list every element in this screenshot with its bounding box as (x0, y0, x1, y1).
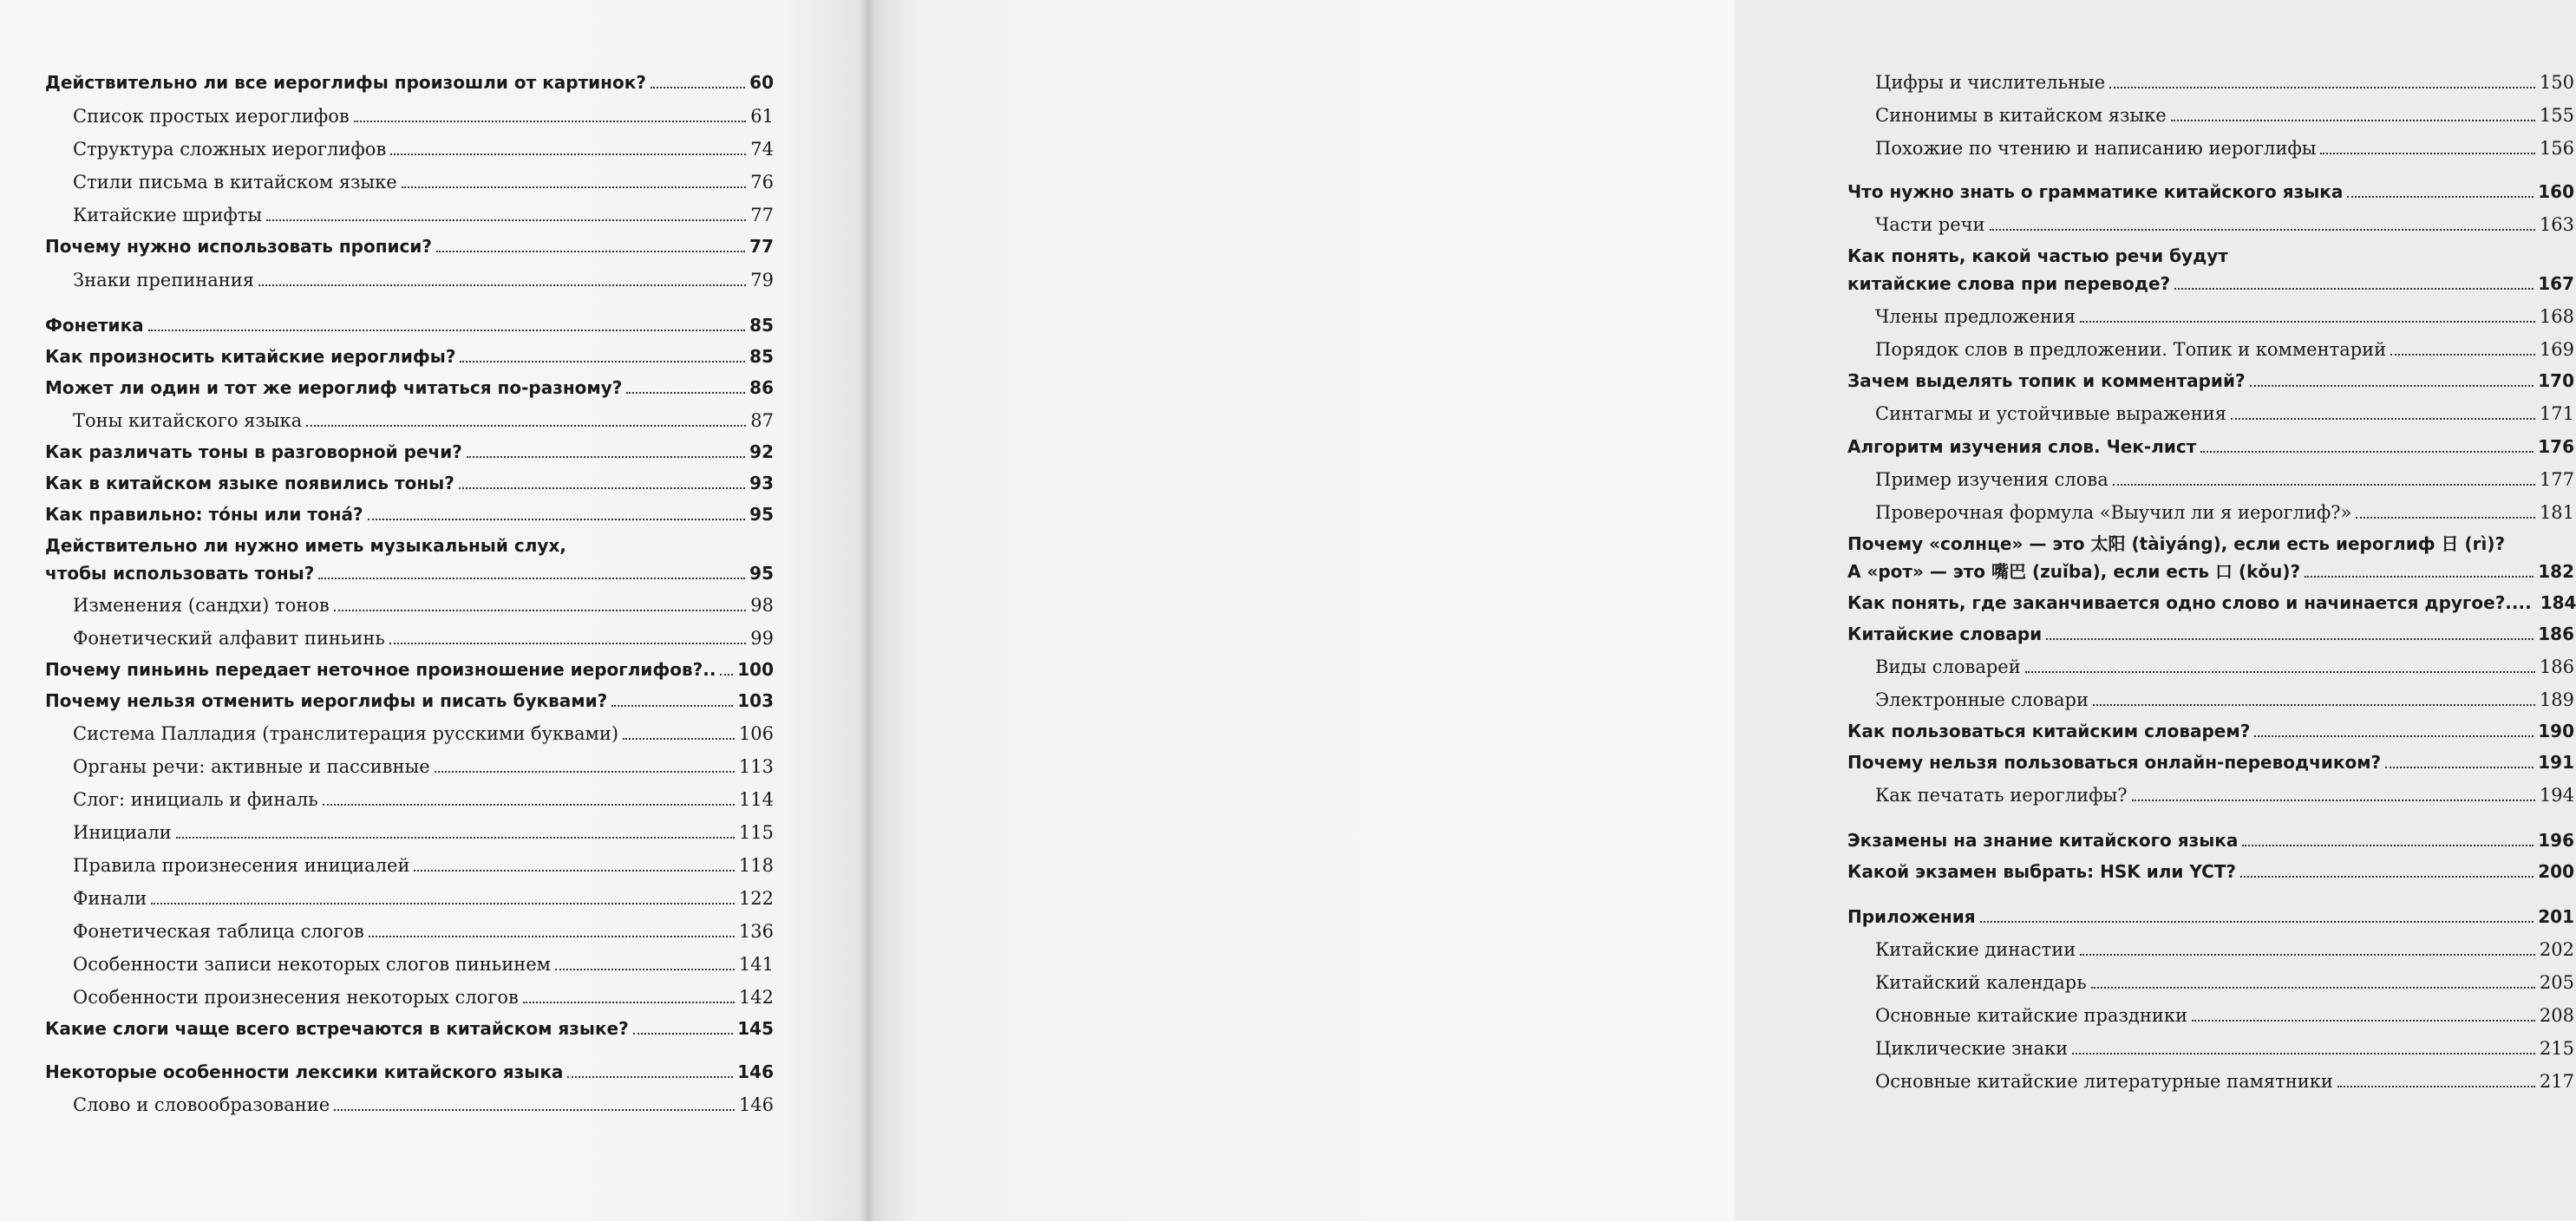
toc-entry-title: Система Палладия (транслитерация русскими буквами) (73, 723, 619, 744)
toc-section-entry[interactable] (45, 625, 774, 651)
toc-entry-title: Правила произнесения инициалей (73, 855, 410, 876)
toc-leader-dots (334, 610, 747, 611)
toc-leader-dots (1980, 921, 2534, 923)
toc-entry-title: Как правильно: то́ны или тона́? (45, 504, 363, 525)
toc-entry-title: Члены предложения (1875, 306, 2076, 327)
toc-page-number: 145 (737, 1018, 774, 1039)
toc-entry-title: Почему пиньинь передает неточное произношение иероглифов?.. (45, 659, 716, 680)
toc-leader-dots (323, 804, 735, 806)
toc-chapter-entry[interactable] (45, 656, 774, 682)
toc-entry-title: Приложения (1847, 906, 1976, 927)
toc-page-number: 194 (2539, 785, 2574, 806)
toc-section-entry[interactable] (1847, 401, 2574, 427)
toc-leader-dots (318, 578, 745, 579)
toc-leader-dots (2132, 800, 2535, 801)
toc-chapter-entry[interactable] (45, 501, 774, 527)
toc-entry-title: Какой экзамен выбрать: HSK или YCT? (1847, 861, 2237, 882)
toc-leader-dots (2347, 196, 2534, 198)
toc-page-number: 168 (2539, 306, 2574, 327)
toc-entry-title: Органы речи: активные и пассивные (73, 756, 430, 777)
toc-page-number: 181 (2539, 502, 2574, 523)
toc-page-number: 79 (750, 270, 774, 291)
toc-entry-title: Действительно ли все иероглифы произошли от картинок? (45, 72, 646, 93)
toc-entry-title: Почему нужно использовать прописи? (45, 236, 433, 257)
toc-page-number: 167 (2538, 273, 2574, 294)
toc-entry-title: Синтагмы и устойчивые выражения (1875, 403, 2226, 424)
toc-chapter-entry[interactable] (1847, 368, 2574, 394)
toc-leader-dots (633, 1033, 734, 1035)
toc-leader-dots (390, 153, 746, 155)
toc-page-number: 196 (2538, 830, 2574, 851)
toc-leader-dots (467, 456, 745, 458)
toc-section-entry[interactable] (1847, 336, 2574, 362)
toc-leader-dots (2320, 153, 2534, 154)
toc-leader-dots (2192, 1020, 2535, 1022)
toc-entry-title: Электронные словари (1875, 689, 2089, 710)
toc-entry-title: Как пользоваться китайским словарем? (1847, 721, 2251, 741)
toc-leader-dots (460, 361, 745, 362)
toc-section-entry[interactable] (45, 951, 774, 977)
toc-section-entry[interactable] (1847, 970, 2574, 996)
toc-entry-title: Может ли один и тот же иероглиф читаться по-разному? (45, 377, 623, 398)
toc-page-number: 217 (2539, 1071, 2574, 1092)
toc-section-entry[interactable] (1847, 1035, 2574, 1061)
toc-leader-dots (2113, 484, 2535, 486)
toc-entry-title: Похожие по чтению и написанию иероглифы (1875, 138, 2317, 159)
toc-entry-title: Особенности произнесения некоторых слогов (73, 987, 519, 1008)
toc-section-entry[interactable] (1847, 1068, 2574, 1094)
toc-entry-title: Некоторые особенности лексики китайского языка (45, 1061, 564, 1082)
toc-entry-title: Что нужно знать о грамматике китайского языка (1847, 181, 2344, 202)
toc-chapter-entry[interactable] (1847, 434, 2574, 460)
toc-leader-dots (266, 219, 746, 221)
toc-chapter-entry[interactable] (1847, 749, 2574, 775)
toc-leader-dots (389, 643, 747, 644)
toc-section-entry[interactable] (45, 787, 774, 813)
toc-section-entry[interactable] (45, 984, 774, 1010)
toc-section-entry[interactable] (1847, 1002, 2574, 1028)
toc-entry-title: Основные китайские литературные памятники (1875, 1071, 2333, 1092)
toc-page-number: 87 (750, 410, 774, 431)
toc-right-column (1847, 69, 2574, 1094)
toc-chapter-entry[interactable] (45, 69, 774, 95)
toc-chapter-entry[interactable] (1847, 590, 2574, 616)
toc-leader-dots (2072, 1053, 2535, 1054)
toc-entry-title: Части речи (1875, 214, 1985, 235)
toc-chapter-entry[interactable] (45, 688, 774, 714)
toc-page-number: 76 (750, 172, 774, 193)
toc-page-number: 118 (738, 855, 774, 876)
toc-leader-dots (148, 330, 746, 331)
toc-section-entry[interactable] (1847, 467, 2574, 493)
left-page (0, 0, 867, 1221)
toc-leader-dots (306, 425, 746, 427)
toc-entry-title: чтобы использовать тоны? (45, 563, 315, 584)
toc-chapter-entry[interactable] (1847, 558, 2574, 584)
toc-section-entry[interactable] (45, 1092, 774, 1118)
toc-page-number: 177 (2539, 469, 2574, 490)
toc-chapter-entry[interactable] (45, 343, 774, 369)
toc-page-number: 136 (738, 921, 774, 942)
toc-leader-dots (354, 121, 747, 122)
toc-leader-dots (2390, 354, 2535, 356)
toc-page-number: 99 (750, 628, 774, 649)
toc-page-number: 156 (2539, 138, 2574, 159)
toc-section-entry[interactable] (45, 136, 774, 162)
toc-page-number: 60 (749, 72, 774, 93)
toc-entry-title: Какие слоги чаще всего встречаются в китайском языке? (45, 1018, 629, 1039)
toc-page-number: 201 (2538, 906, 2574, 927)
toc-section-entry[interactable] (45, 267, 774, 293)
toc-entry-title: Китайские словари (1847, 624, 2043, 644)
toc-section-entry[interactable] (45, 169, 774, 195)
toc-leader-dots (1990, 229, 2535, 231)
toc-section-entry[interactable] (45, 918, 774, 944)
toc-page-number: 215 (2539, 1038, 2574, 1059)
toc-page-number: 142 (738, 987, 774, 1008)
toc-entry-title: Как в китайском языке появились тоны? (45, 473, 454, 493)
toc-page-number: 171 (2539, 403, 2574, 424)
toc-page-number: 170 (2538, 370, 2574, 391)
toc-section-entry[interactable] (1847, 135, 2574, 161)
toc-entry-title: Фонетика (45, 315, 144, 336)
toc-leader-dots (626, 392, 745, 394)
toc-page-number: 77 (750, 205, 774, 225)
toc-page-number: 169 (2539, 339, 2574, 360)
toc-leader-dots (2171, 120, 2535, 121)
toc-leader-dots (2200, 451, 2534, 453)
toc-chapter-entry[interactable] (45, 1015, 774, 1041)
toc-leader-dots (2242, 845, 2534, 846)
toc-chapter-entry[interactable] (1847, 621, 2574, 647)
toc-page-number: 114 (738, 789, 774, 810)
toc-entry-title-line[interactable]: Как понять, какой частью речи будут (1847, 245, 2228, 266)
toc-section-entry[interactable] (45, 592, 774, 618)
toc-chapter-entry[interactable] (45, 312, 774, 338)
toc-entry-title: Как печатать иероглифы? (1875, 785, 2128, 806)
toc-chapter-entry[interactable] (1847, 271, 2574, 297)
toc-chapter-entry[interactable] (1847, 904, 2574, 930)
toc-section-entry[interactable] (45, 721, 774, 747)
toc-page-number: 146 (737, 1061, 774, 1082)
toc-entry-title: Знаки препинания (73, 270, 255, 291)
toc-left-column (45, 69, 774, 1118)
toc-leader-dots (334, 1109, 735, 1111)
toc-leader-dots (2093, 704, 2535, 706)
toc-leader-dots (368, 519, 746, 520)
toc-page-number: 85 (749, 346, 774, 367)
toc-page-number: 77 (749, 236, 774, 257)
toc-leader-dots (2231, 418, 2535, 420)
toc-leader-dots (2080, 954, 2535, 956)
toc-entry-title: Как понять, где заканчивается одно слово и начинается другое?.... (1847, 592, 2532, 613)
toc-section-entry[interactable] (45, 408, 774, 434)
toc-leader-dots (611, 705, 733, 707)
toc-page-number: 92 (749, 441, 774, 462)
toc-entry-title: Экзамены на знание китайского языка (1847, 830, 2239, 851)
toc-chapter-entry[interactable] (45, 470, 774, 496)
toc-entry-title: Инициали (73, 822, 172, 843)
toc-page-number: 106 (738, 723, 774, 744)
toc-page-number: 100 (737, 659, 774, 680)
toc-section-entry[interactable] (1847, 212, 2574, 238)
toc-section-entry[interactable] (1847, 304, 2574, 330)
toc-entry-title: Слово и словообразование (73, 1094, 330, 1115)
toc-page-number: 160 (2538, 181, 2574, 202)
toc-chapter-entry[interactable] (45, 1059, 774, 1085)
toc-page-number: 95 (749, 504, 774, 525)
toc-section-entry[interactable] (1847, 69, 2574, 95)
toc-entry-title: Фонетическая таблица слогов (73, 921, 364, 942)
toc-entry-title: Порядок слов в предложении. Топик и комментарий (1875, 339, 2387, 360)
toc-chapter-entry[interactable] (1847, 179, 2574, 205)
toc-section-entry[interactable] (45, 819, 774, 846)
toc-leader-dots (2385, 767, 2534, 768)
toc-section-entry[interactable] (45, 852, 774, 878)
toc-entry-title: Почему нельзя отменить иероглифы и писать буквами? (45, 690, 608, 711)
toc-entry-title: Зачем выделять топик и комментарий? (1847, 370, 2246, 391)
toc-leader-dots (2356, 517, 2535, 519)
toc-leader-dots (623, 738, 735, 740)
right-page (867, 0, 2576, 1221)
toc-entry-title: Особенности записи некоторых слогов пиньинем (73, 954, 551, 975)
toc-leader-dots (2337, 1086, 2535, 1087)
toc-entry-title: Изменения (сандхи) тонов (73, 595, 330, 616)
toc-page-number: 155 (2539, 105, 2574, 126)
toc-leader-dots (435, 771, 735, 773)
toc-leader-dots (2254, 735, 2534, 737)
toc-leader-dots (258, 284, 746, 286)
toc-page-number: 61 (750, 106, 774, 127)
toc-page-number: 190 (2538, 721, 2574, 741)
toc-page-number: 93 (749, 473, 774, 493)
toc-entry-title: Алгоритм изучения слов. Чек-лист (1847, 436, 2197, 457)
toc-section-entry[interactable] (1847, 654, 2574, 680)
toc-page-number: 208 (2539, 1005, 2574, 1026)
toc-page-number: 150 (2539, 72, 2574, 93)
toc-entry-title: Тоны китайского языка (73, 410, 303, 431)
toc-entry-title: Финали (73, 888, 147, 909)
toc-page-number: 146 (738, 1094, 774, 1115)
toc-page-number: 205 (2539, 972, 2574, 993)
toc-entry-title: Китайский календарь (1875, 972, 2087, 993)
toc-page-number: 184 (2540, 592, 2576, 613)
toc-leader-dots (2240, 876, 2534, 878)
toc-entry-title: Цифры и числительные (1875, 72, 2106, 93)
toc-leader-dots (720, 674, 733, 676)
toc-page-number: 74 (750, 139, 774, 160)
toc-entry-title: Как произносить китайские иероглифы? (45, 346, 456, 367)
toc-entry-title: Фонетический алфавит пиньинь (73, 628, 385, 649)
toc-page-number: 103 (737, 690, 774, 711)
toc-page-number: 85 (749, 315, 774, 336)
toc-chapter-entry[interactable] (45, 560, 774, 586)
toc-entry-title: Основные китайские праздники (1875, 1005, 2187, 1026)
toc-section-entry[interactable] (45, 103, 774, 129)
toc-leader-dots (651, 87, 745, 88)
toc-entry-title: А «рот» — это 嘴巴 (zuǐba), если есть 口 (kǒu)? (1847, 561, 2301, 582)
toc-entry-title: Проверочная формула «Выучил ли я иероглиф?» (1875, 502, 2352, 523)
toc-chapter-entry[interactable] (45, 233, 774, 259)
toc-page-number: 191 (2538, 752, 2574, 773)
toc-page-number: 200 (2538, 861, 2574, 882)
toc-leader-dots (2109, 87, 2535, 88)
toc-section-entry[interactable] (1847, 102, 2574, 128)
toc-leader-dots (151, 903, 735, 904)
toc-page-number: 182 (2538, 561, 2574, 582)
toc-chapter-entry[interactable] (45, 375, 774, 401)
toc-page-number: 186 (2539, 656, 2574, 677)
toc-entry-title: Слог: инициаль и финаль (73, 789, 318, 810)
book-spine (859, 0, 876, 1221)
toc-section-entry[interactable] (45, 754, 774, 780)
toc-chapter-entry[interactable] (1847, 859, 2574, 885)
toc-page-number: 163 (2539, 214, 2574, 235)
toc-leader-dots (2305, 576, 2534, 578)
toc-leader-dots (2091, 987, 2535, 989)
toc-page-number: 186 (2538, 624, 2574, 644)
toc-entry-title: Пример изучения слова (1875, 469, 2109, 490)
toc-page-number: 98 (750, 595, 774, 616)
toc-section-entry[interactable] (1847, 937, 2574, 963)
toc-entry-title: Как различать тоны в разговорной речи? (45, 441, 462, 462)
toc-page-number: 189 (2539, 689, 2574, 710)
toc-entry-title: Структура сложных иероглифов (73, 139, 387, 160)
toc-leader-dots (176, 837, 735, 839)
toc-leader-dots (555, 969, 735, 970)
toc-leader-dots (369, 936, 735, 937)
toc-leader-dots (436, 251, 745, 252)
toc-entry-title: Виды словарей (1875, 656, 2021, 677)
toc-section-entry[interactable] (45, 885, 774, 911)
toc-page-number: 113 (738, 756, 774, 777)
toc-entry-title: Стили письма в китайском языке (73, 172, 397, 193)
toc-leader-dots (2174, 288, 2534, 290)
toc-section-entry[interactable] (1847, 687, 2574, 713)
toc-page-number: 95 (749, 563, 774, 584)
toc-entry-title: китайские слова при переводе? (1847, 273, 2171, 294)
toc-entry-title: Циклические знаки (1875, 1038, 2069, 1059)
toc-page-number: 122 (738, 888, 774, 909)
toc-entry-title: Список простых иероглифов (73, 106, 350, 127)
toc-page-number: 141 (738, 954, 774, 975)
toc-leader-dots (523, 1002, 735, 1003)
toc-page-number: 202 (2539, 939, 2574, 960)
toc-leader-dots (459, 487, 745, 489)
toc-leader-dots (567, 1076, 733, 1078)
toc-entry-title: Синонимы в китайском языке (1875, 105, 2167, 126)
toc-leader-dots (2250, 385, 2534, 387)
toc-chapter-entry[interactable] (45, 439, 774, 465)
toc-entry-title-line[interactable]: Действительно ли нужно иметь музыкальный слух, (45, 535, 566, 556)
toc-section-entry[interactable] (1847, 500, 2574, 526)
toc-page-number: 115 (738, 822, 774, 843)
toc-entry-title: Китайские династии (1875, 939, 2076, 960)
toc-page-number: 176 (2538, 436, 2574, 457)
toc-page-number: 86 (749, 377, 774, 398)
toc-section-entry[interactable] (45, 202, 774, 228)
toc-leader-dots (2080, 321, 2535, 323)
toc-section-entry[interactable] (1847, 782, 2574, 808)
toc-chapter-entry[interactable] (1847, 718, 2574, 744)
toc-entry-title: Почему нельзя пользоваться онлайн-переводчиком? (1847, 752, 2382, 773)
toc-entry-title-line[interactable]: Почему «солнце» — это 太阳 (tàiyáng), если есть иероглиф 日 (rì)? (1847, 533, 2506, 554)
toc-leader-dots (402, 186, 747, 188)
toc-chapter-entry[interactable] (1847, 827, 2574, 853)
toc-entry-title: Китайские шрифты (73, 205, 263, 225)
toc-leader-dots (2046, 638, 2534, 640)
toc-leader-dots (414, 870, 734, 872)
toc-leader-dots (2025, 671, 2535, 673)
